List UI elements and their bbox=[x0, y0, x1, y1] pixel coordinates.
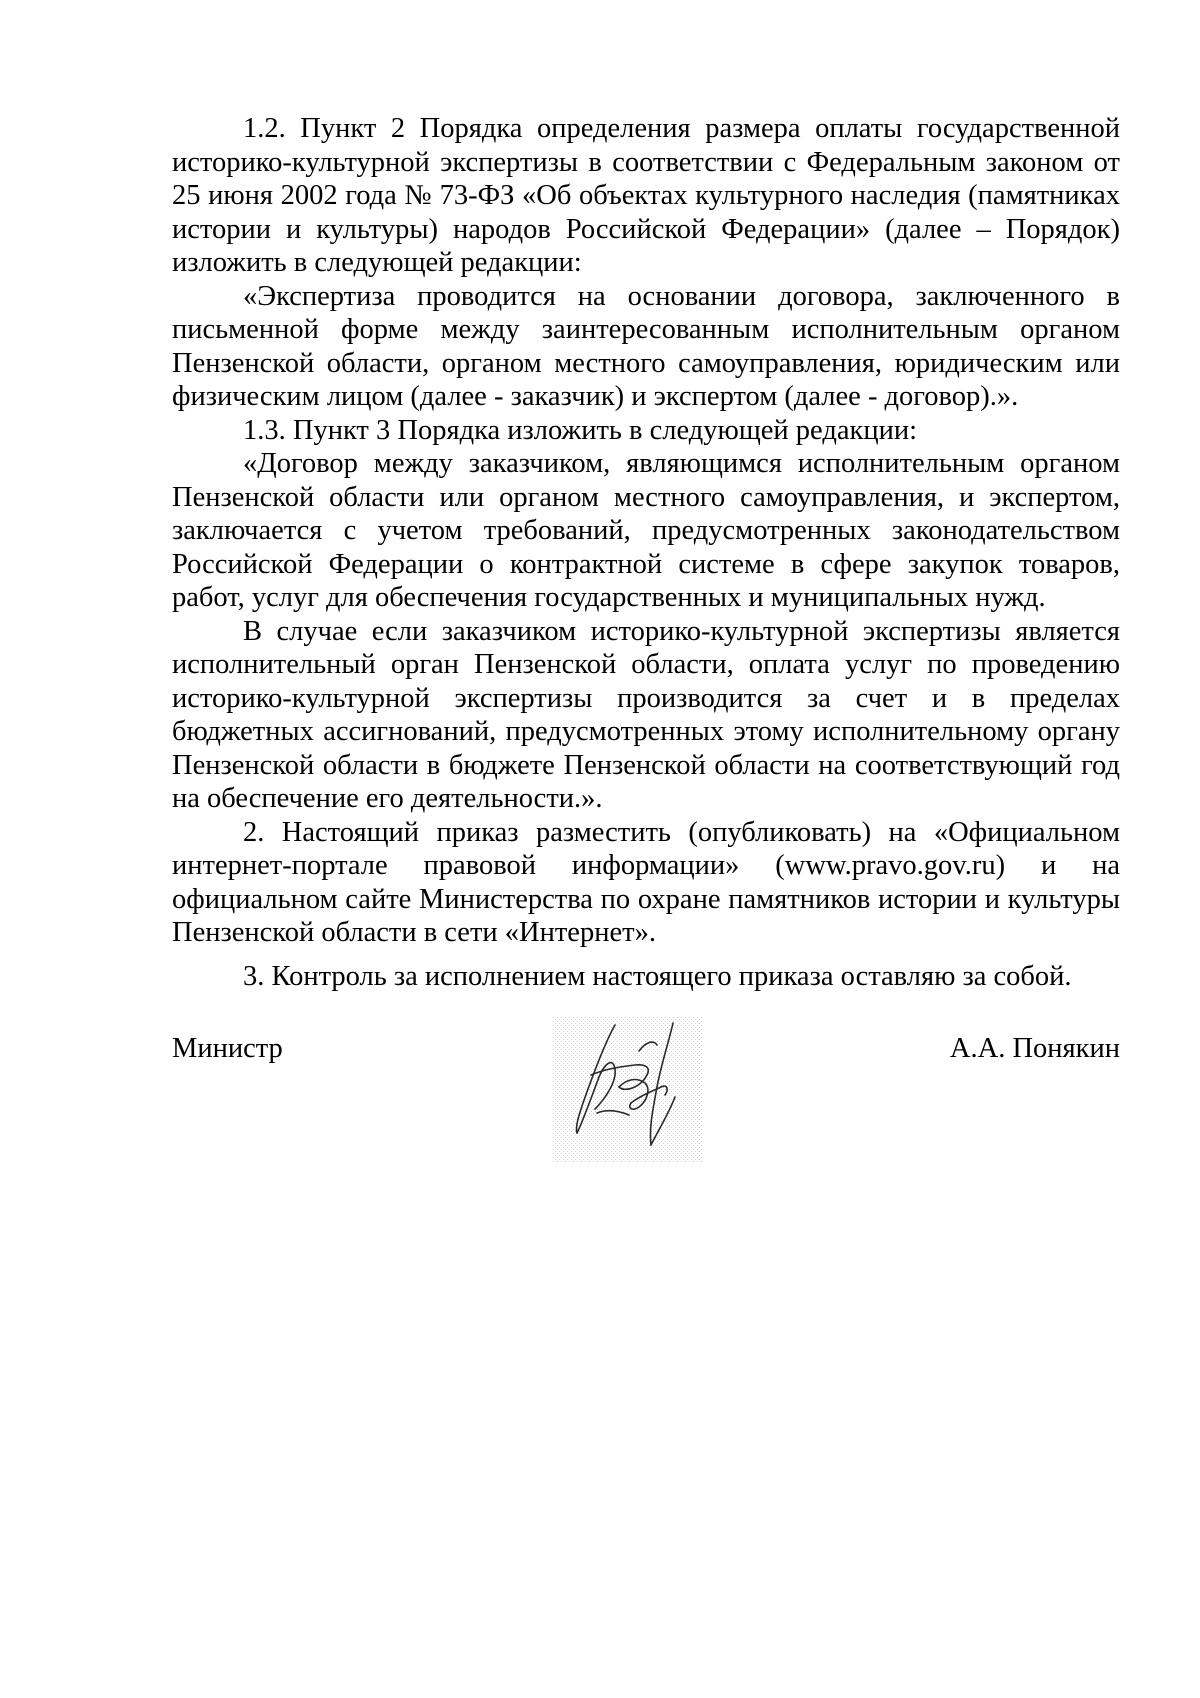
signatory-name: А.А. Понякин bbox=[949, 1033, 1120, 1064]
paragraph-quote-expertise: «Экспертиза проводится на основании договора, заключенного в письменной форме между заинтересованным исполнительным органом Пензенской области, органом местного самоуправления, юридическим или физическим лицом (далее - заказчик) и экспертом (далее - договор).». bbox=[172, 280, 1120, 412]
handwritten-signature bbox=[553, 1017, 703, 1162]
paragraph-1-2: 1.2. Пункт 2 Порядка определения размера оплаты государственной историко-культурной экспертизы в соответствии с Федеральным законом от 25 июня 2002 года № 73-ФЗ «Об объектах культурного наследия (памятниках истории и культуры) народов Российской Федерации» (далее – Порядок) изложить в следующей редакции: bbox=[172, 113, 1120, 278]
paragraph-3-control: 3. Контроль за исполнением настоящего приказа оставляю за собой. bbox=[243, 960, 1072, 992]
signatory-title: Министр bbox=[172, 1033, 283, 1064]
document-body bbox=[172, 112, 1120, 993]
paragraph-1-3: 1.3. Пункт 3 Порядка изложить в следующей редакции: bbox=[243, 414, 917, 446]
paragraph-2-publish: 2. Настоящий приказ разместить (опубликовать) на «Официальном интернет-портале правовой информации» (www.pravo.gov.ru) и на официальном сайте Министерства по охране памятников истории и культуры Пензенской области в сети «Интернет». bbox=[172, 816, 1120, 948]
paragraph-payment: В случае если заказчиком историко-культурной экспертизы является исполнительный орган Пензенской области, оплата услуг по проведению историко-культурной экспертизы производится за счет и в пределах бюджетных ассигнований, предусмотренных этому исполнительному органу Пензенской области в бюджете Пензенской области на соответствующий год на обеспечение его деятельности.». bbox=[172, 615, 1120, 814]
paragraph-quote-contract: «Договор между заказчиком, являющимся исполнительным органом Пензенской области или органом местного самоуправления, и экспертом, заключается с учетом требований, предусмотренных законодательством Российской Федерации о контрактной системе в сфере закупок товаров, работ, услуг для обеспечения государственных и муниципальных нужд. bbox=[172, 448, 1120, 613]
